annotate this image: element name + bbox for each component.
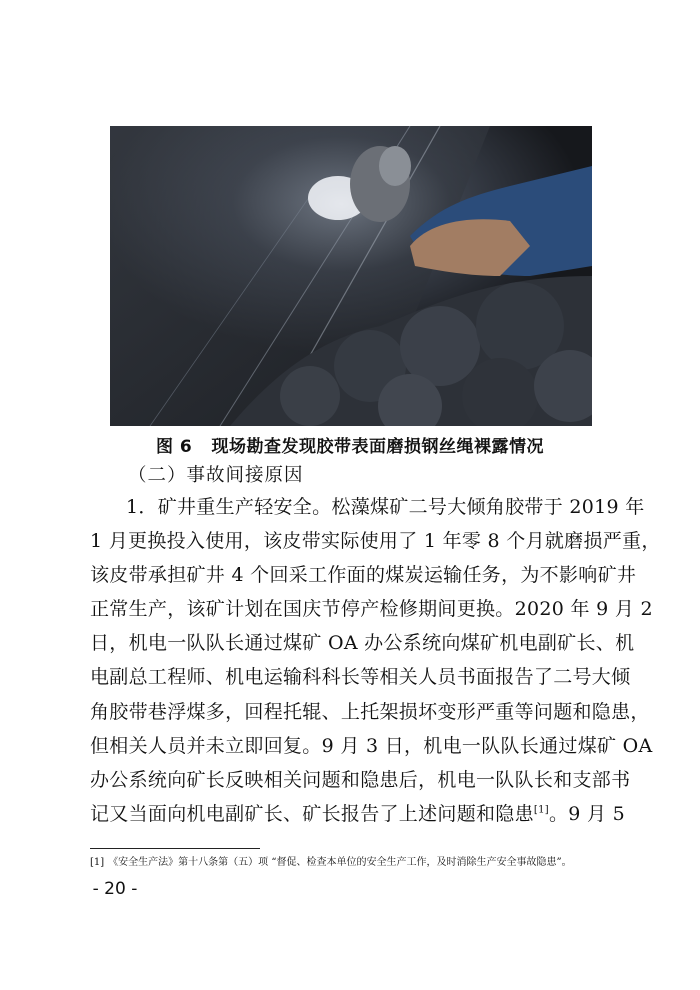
page-number: - 20 - — [92, 879, 138, 899]
body-paragraph — [90, 490, 661, 831]
section-heading: （二）事故间接原因 — [128, 465, 304, 486]
paragraph-line-text: 记又当面向机电副矿长、矿长报告了上述问题和隐患 — [90, 802, 534, 825]
paragraph-line: 办公系统向矿长反映相关问题和隐患后，机电一队队长和支部书 — [90, 768, 631, 791]
paragraph-line: 电副总工程师、机电运输科科长等相关人员书面报告了二号大倾 — [90, 666, 631, 689]
conveyor-belt-image — [110, 126, 592, 426]
paragraph-line: 该皮带承担矿井 4 个回采工作面的煤炭运输任务，为不影响矿井 — [90, 564, 637, 587]
footnote-mark: [1] — [90, 857, 105, 868]
footnote-reference[interactable]: [1] — [533, 804, 549, 816]
paragraph-line: 但相关人员并未立即回复。9 月 3 日，机电一队队长通过煤矿 OA — [90, 734, 653, 757]
paragraph-line: 角胶带巷浮煤多，回程托辊、上托架损坏变形严重等问题和隐患， — [90, 700, 650, 723]
paragraph-last-line — [90, 797, 626, 831]
paragraph-line: 1 月更换投入使用，该皮带实际使用了 1 年零 8 个月就磨损严重， — [90, 530, 661, 553]
footnote — [90, 853, 572, 868]
paragraph-line: 正常生产，该矿计划在国庆节停产检修期间更换。2020 年 9 月 2 — [90, 598, 653, 621]
footnote-text: 《安全生产法》第十八条第（五）项 “督促、检查本单位的安全生产工作，及时消除生产安全事故隐患”。 — [108, 857, 572, 868]
paragraph-line-tail: 。9 月 5 — [548, 802, 626, 825]
footnote-divider — [90, 848, 260, 849]
figure-caption: 图 6 现场勘查发现胶带表面磨损钢丝绳裸露情况 — [155, 437, 544, 457]
mine-conveyor-photo — [110, 126, 592, 426]
paragraph-line: 1．矿井重生产轻安全。松藻煤矿二号大倾角胶带于 2019 年 — [126, 496, 645, 518]
paragraph-line: 日，机电一队队长通过煤矿 OA 办公系统向煤矿机电副矿长、机 — [90, 632, 635, 655]
